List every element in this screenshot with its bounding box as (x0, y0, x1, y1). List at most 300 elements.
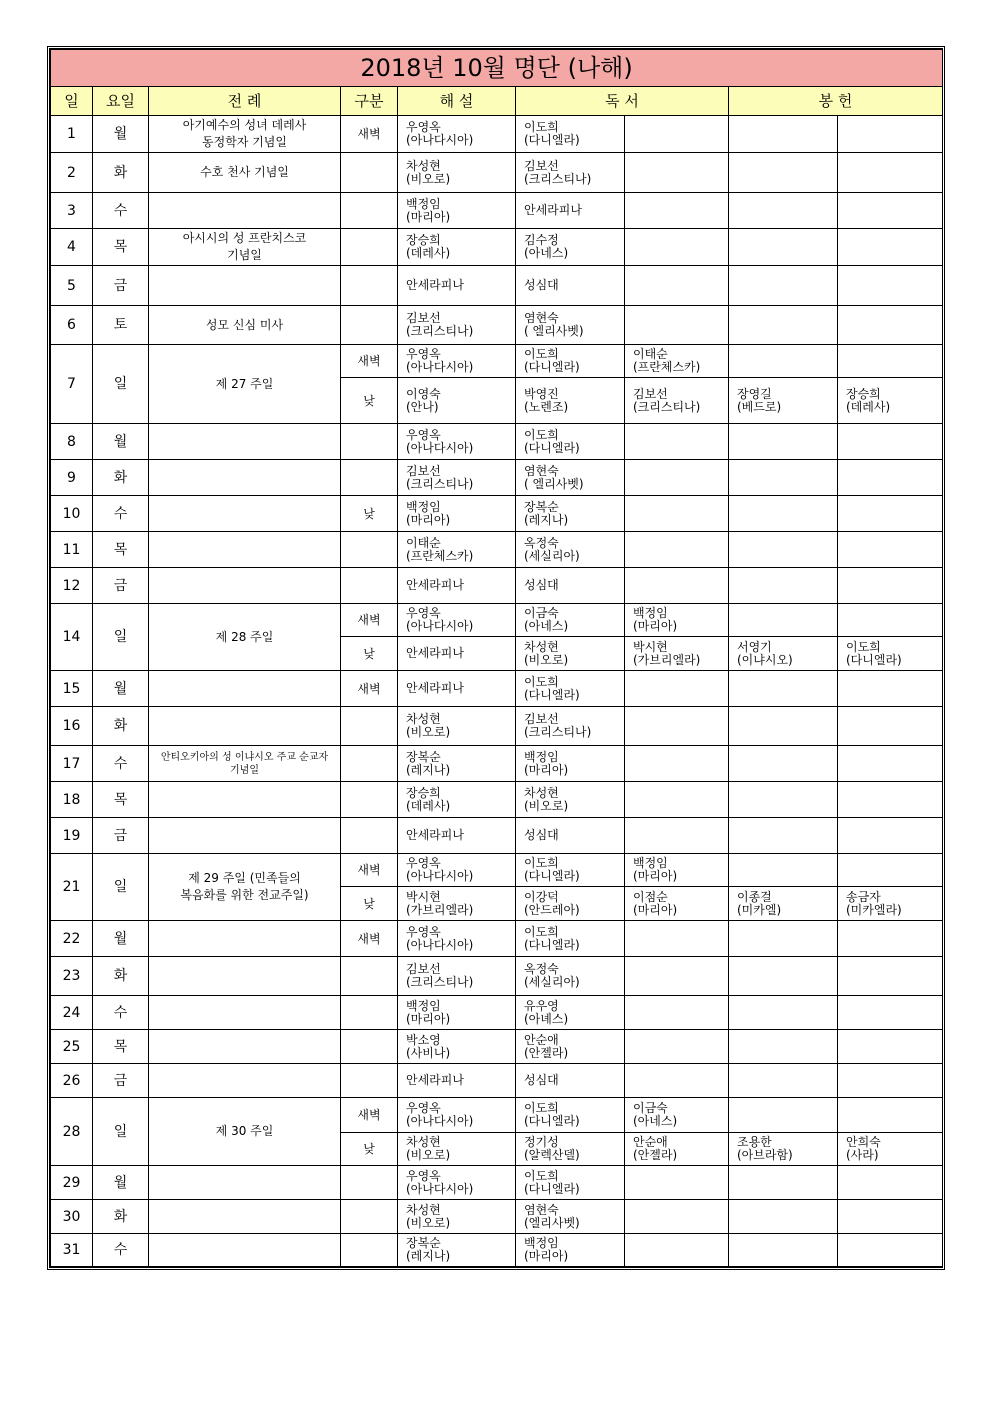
reading-cell-1 (516, 996, 625, 1030)
weekday-cell (93, 306, 149, 345)
header-liturgy: 전 례 (149, 87, 341, 116)
cell-text: 성심대 (524, 578, 559, 592)
cell-text: (아네스) (524, 246, 569, 260)
weekday-cell (93, 1098, 149, 1166)
cell-text: 이강덕 (524, 889, 559, 904)
weekday-label: 화 (113, 469, 128, 486)
cell-text: 우영옥 (406, 606, 441, 620)
offering-cell-2 (838, 116, 943, 153)
reading-cell-2 (625, 1098, 729, 1133)
cell-text: 아시시의 성 프란치스코 (182, 231, 307, 245)
weekday-label: 일 (113, 879, 128, 895)
category-label: 새벽 (357, 1108, 381, 1122)
cell-text: (아나다시아) (406, 440, 474, 455)
cell-text: 기념일 (230, 764, 259, 776)
day-number: 5 (67, 277, 76, 294)
cell-text: 차성현 (524, 639, 559, 654)
cell-text: (다니엘라) (524, 937, 580, 952)
day-cell (51, 707, 93, 746)
table-row (51, 345, 943, 378)
category-cell (341, 1200, 398, 1234)
reading-cell-2 (625, 1030, 729, 1064)
offering-cell-1 (729, 229, 838, 266)
commentary-cell (398, 1030, 516, 1064)
table-row (51, 153, 943, 193)
commentary-cell (398, 378, 516, 424)
offering-cell-2 (838, 532, 943, 568)
cell-text: 우영옥 (406, 856, 441, 870)
commentary-cell (398, 116, 516, 153)
offering-cell-2 (838, 957, 943, 996)
liturgy-cell (149, 921, 341, 957)
day-cell (51, 604, 93, 671)
reading-cell-1 (516, 707, 625, 746)
cell-text: 우영옥 (406, 924, 441, 939)
category-cell (341, 887, 398, 921)
category-label: 낮 (363, 393, 375, 408)
offering-cell-1 (729, 460, 838, 496)
day-number: 12 (62, 577, 81, 594)
liturgy-cell (149, 306, 341, 345)
category-cell (341, 818, 398, 854)
offering-cell-1 (729, 153, 838, 193)
offering-cell-1 (729, 746, 838, 782)
cell-text: 제 30 주일 (215, 1124, 274, 1138)
commentary-cell (398, 782, 516, 818)
liturgy-cell (149, 460, 341, 496)
reading-cell-1 (516, 532, 625, 568)
cell-text: 옥정숙 (524, 962, 559, 976)
category-cell (341, 996, 398, 1030)
commentary-cell (398, 306, 516, 345)
liturgy-cell (149, 854, 341, 921)
cell-text: 이영숙 (406, 386, 441, 401)
table-row (51, 818, 943, 854)
reading-cell-2 (625, 193, 729, 229)
day-cell (51, 921, 93, 957)
cell-text: (가브리엘라) (633, 652, 701, 667)
cell-text: 장복순 (406, 1236, 441, 1250)
table-row (51, 604, 943, 637)
header-category: 구분 (341, 87, 398, 116)
category-cell (341, 306, 398, 345)
cell-text: 박시현 (633, 639, 668, 654)
table-row (51, 424, 943, 460)
cell-text: (크리스티나) (406, 975, 474, 989)
reading-cell-2 (625, 378, 729, 424)
category-cell (341, 1166, 398, 1200)
cell-text: (레지나) (406, 762, 451, 777)
commentary-cell (398, 568, 516, 604)
roster-sheet (47, 46, 945, 1270)
offering-cell-2 (838, 229, 943, 266)
cell-text: (가브리엘라) (406, 902, 474, 917)
offering-cell-1 (729, 637, 838, 671)
cell-text: 김보선 (406, 463, 441, 478)
liturgy-cell (149, 193, 341, 229)
day-cell (51, 1098, 93, 1166)
weekday-label: 목 (113, 239, 128, 255)
weekday-cell (93, 1200, 149, 1234)
reading-cell-2 (625, 1234, 729, 1267)
cell-text: 아기예수의 성녀 데레사 (182, 118, 307, 132)
commentary-cell (398, 266, 516, 306)
cell-text: (다니엘라) (524, 1181, 580, 1196)
reading-cell-2 (625, 957, 729, 996)
category-label: 낮 (363, 896, 375, 911)
cell-text: (안나) (406, 399, 439, 414)
day-cell (51, 1200, 93, 1234)
reading-cell-2 (625, 229, 729, 266)
weekday-label: 화 (113, 1208, 128, 1225)
category-label: 새벽 (357, 613, 381, 627)
offering-cell-2 (838, 782, 943, 818)
cell-text: 이도희 (524, 856, 559, 870)
liturgy-cell (149, 957, 341, 996)
day-cell (51, 957, 93, 996)
day-cell (51, 782, 93, 818)
liturgy-cell (149, 1030, 341, 1064)
cell-text: 동정학자 기념일 (202, 135, 287, 149)
cell-text: (사라) (846, 1148, 879, 1162)
weekday-label: 월 (113, 1174, 128, 1191)
table-row (51, 1030, 943, 1064)
header-offering: 봉 헌 (729, 87, 943, 116)
reading-cell-1 (516, 193, 625, 229)
day-number: 15 (62, 680, 81, 697)
reading-cell-1 (516, 1098, 625, 1133)
cell-text: 우영옥 (406, 1168, 441, 1183)
weekday-label: 금 (113, 577, 128, 594)
weekday-label: 수 (113, 202, 128, 219)
day-number: 9 (67, 469, 76, 486)
reading-cell-1 (516, 266, 625, 306)
table-row (51, 996, 943, 1030)
weekday-label: 화 (113, 968, 128, 984)
day-cell (51, 854, 93, 921)
cell-text: (미카엘라) (846, 902, 902, 917)
category-cell (341, 193, 398, 229)
commentary-cell (398, 1200, 516, 1234)
category-cell (341, 116, 398, 153)
commentary-cell (398, 746, 516, 782)
day-cell (51, 818, 93, 854)
offering-cell-2 (838, 1166, 943, 1200)
reading-cell-1 (516, 460, 625, 496)
cell-text: (엘리사벳) (524, 1215, 580, 1230)
day-cell (51, 496, 93, 532)
cell-text: (아네스) (633, 1114, 678, 1128)
cell-text: (다니엘라) (524, 360, 580, 374)
day-cell (51, 424, 93, 460)
cell-text: 안세라피나 (406, 278, 464, 292)
cell-text: 김보선 (524, 158, 559, 173)
liturgy-cell (149, 1098, 341, 1166)
table-row (51, 1166, 943, 1200)
weekday-cell (93, 153, 149, 193)
weekday-cell (93, 345, 149, 424)
cell-text: (아나다시아) (406, 869, 474, 883)
commentary-cell (398, 345, 516, 378)
cell-text: (아브라함) (737, 1148, 793, 1162)
offering-cell-2 (838, 996, 943, 1030)
weekday-label: 월 (113, 930, 128, 947)
reading-cell-1 (516, 637, 625, 671)
day-number: 29 (62, 1174, 81, 1191)
cell-text: 제 27 주일 (215, 376, 274, 391)
reading-cell-2 (625, 345, 729, 378)
table-row (51, 496, 943, 532)
day-number: 31 (62, 1242, 81, 1258)
cell-text: 장승희 (846, 386, 881, 401)
cell-text: 장영길 (737, 386, 772, 401)
reading-cell-1 (516, 1030, 625, 1064)
weekday-cell (93, 957, 149, 996)
cell-text: (안젤라) (633, 1148, 678, 1162)
cell-text: (노렌조) (524, 399, 569, 414)
cell-text: (데레사) (406, 246, 451, 260)
reading-cell-1 (516, 345, 625, 378)
reading-cell-1 (516, 671, 625, 707)
offering-cell-2 (838, 496, 943, 532)
weekday-cell (93, 460, 149, 496)
cell-text: 백정임 (633, 856, 668, 870)
day-cell (51, 345, 93, 424)
day-number: 26 (62, 1072, 81, 1089)
table-row (51, 532, 943, 568)
day-number: 4 (67, 239, 76, 255)
day-cell (51, 116, 93, 153)
cell-text: (다니엘라) (524, 687, 580, 702)
day-number: 6 (67, 317, 76, 333)
reading-cell-2 (625, 424, 729, 460)
day-number: 16 (62, 718, 81, 734)
category-label: 새벽 (357, 681, 381, 696)
weekday-cell (93, 921, 149, 957)
cell-text: 백정임 (524, 749, 559, 764)
cell-text: 염현숙 (524, 311, 559, 325)
cell-text: 우영옥 (406, 120, 441, 134)
table-row (51, 707, 943, 746)
cell-text: 박영진 (524, 386, 559, 401)
cell-text: 옥정숙 (524, 535, 559, 550)
category-cell (341, 604, 398, 637)
offering-cell-1 (729, 1234, 838, 1267)
header-weekday: 요일 (93, 87, 149, 116)
table-row (51, 306, 943, 345)
cell-text: 염현숙 (524, 1202, 559, 1217)
offering-cell-2 (838, 1098, 943, 1133)
cell-text: (아나다시아) (406, 1114, 474, 1128)
liturgy-cell (149, 1234, 341, 1267)
cell-text: ( 엘리사벳) (524, 324, 584, 338)
weekday-label: 수 (113, 505, 128, 522)
cell-text: 유우영 (524, 998, 559, 1013)
liturgy-cell (149, 345, 341, 424)
cell-text: 안세라피나 (406, 828, 464, 842)
cell-text: 제 28 주일 (215, 629, 274, 644)
cell-text: (프란체스카) (406, 548, 474, 563)
commentary-cell (398, 193, 516, 229)
weekday-label: 수 (113, 1004, 128, 1021)
cell-text: (마리아) (524, 1249, 569, 1263)
cell-text: (크리스티나) (633, 399, 701, 414)
cell-text: 이도희 (524, 924, 559, 939)
category-cell (341, 746, 398, 782)
cell-text: 박시현 (406, 889, 441, 904)
page-title: 2018년 10월 명단 (나해) (51, 50, 943, 87)
weekday-cell (93, 1166, 149, 1200)
commentary-cell (398, 637, 516, 671)
cell-text: 이도희 (524, 120, 559, 134)
commentary-cell (398, 424, 516, 460)
offering-cell-2 (838, 921, 943, 957)
offering-cell-1 (729, 921, 838, 957)
reading-cell-2 (625, 460, 729, 496)
cell-text: 이도희 (524, 674, 559, 689)
table-row (51, 266, 943, 306)
cell-text: (세실리아) (524, 975, 580, 989)
cell-text: 차성현 (406, 1135, 441, 1149)
category-cell (341, 229, 398, 266)
day-cell (51, 266, 93, 306)
cell-text: (레지나) (524, 512, 569, 527)
category-cell (341, 532, 398, 568)
cell-text: (마리아) (406, 512, 451, 527)
day-number: 17 (62, 755, 81, 772)
category-cell (341, 378, 398, 424)
liturgy-cell (149, 707, 341, 746)
reading-cell-1 (516, 568, 625, 604)
day-number: 8 (67, 433, 76, 450)
reading-cell-1 (516, 424, 625, 460)
reading-cell-2 (625, 306, 729, 345)
liturgy-cell (149, 568, 341, 604)
offering-cell-2 (838, 854, 943, 887)
cell-text: ( 엘리사벳) (524, 476, 584, 491)
offering-cell-2 (838, 568, 943, 604)
table-row (51, 782, 943, 818)
liturgy-cell (149, 424, 341, 460)
table-row (51, 671, 943, 707)
roster-table (50, 49, 943, 1267)
cell-text: (이냐시오) (737, 652, 793, 667)
cell-text: (데레사) (406, 798, 451, 813)
cell-text: 안세라피나 (406, 646, 464, 660)
offering-cell-1 (729, 532, 838, 568)
cell-text: 차성현 (406, 712, 441, 726)
day-cell (51, 1166, 93, 1200)
cell-text: (다니엘라) (524, 440, 580, 455)
offering-cell-2 (838, 671, 943, 707)
day-number: 1 (67, 126, 76, 142)
cell-text: 안순애 (633, 1135, 668, 1149)
cell-text: (다니엘라) (846, 652, 902, 667)
day-cell (51, 460, 93, 496)
category-cell (341, 1133, 398, 1166)
reading-cell-1 (516, 1234, 625, 1267)
category-label: 새벽 (357, 863, 381, 877)
weekday-cell (93, 782, 149, 818)
reading-cell-1 (516, 1166, 625, 1200)
day-number: 7 (67, 376, 76, 392)
reading-cell-1 (516, 604, 625, 637)
commentary-cell (398, 1234, 516, 1267)
reading-cell-2 (625, 153, 729, 193)
cell-text: (다니엘라) (524, 869, 580, 883)
category-label: 새벽 (357, 127, 381, 141)
cell-text: 이태순 (633, 347, 668, 361)
offering-cell-1 (729, 854, 838, 887)
offering-cell-1 (729, 266, 838, 306)
header-reading: 독 서 (516, 87, 729, 116)
day-number: 3 (67, 202, 76, 219)
table-row (51, 568, 943, 604)
offering-cell-2 (838, 345, 943, 378)
roster-body (51, 116, 943, 1267)
day-number: 11 (62, 541, 81, 558)
day-cell (51, 996, 93, 1030)
weekday-label: 일 (113, 629, 128, 645)
category-label: 새벽 (357, 931, 381, 946)
weekday-cell (93, 671, 149, 707)
cell-text: 장승희 (406, 233, 441, 247)
cell-text: 백정임 (406, 196, 441, 211)
cell-text: 안티오키아의 성 이냐시오 주교 순교자 (160, 751, 329, 763)
weekday-cell (93, 996, 149, 1030)
cell-text: 이도희 (524, 1168, 559, 1183)
commentary-cell (398, 818, 516, 854)
category-cell (341, 1234, 398, 1267)
cell-text: 이도희 (524, 347, 559, 361)
header-commentary: 해 설 (398, 87, 516, 116)
offering-cell-1 (729, 1166, 838, 1200)
reading-cell-1 (516, 116, 625, 153)
category-cell (341, 707, 398, 746)
day-cell (51, 1030, 93, 1064)
category-cell (341, 921, 398, 957)
cell-text: (비오로) (524, 652, 569, 667)
cell-text: 서영기 (737, 639, 772, 654)
cell-text: 우영옥 (406, 427, 441, 442)
cell-text: 이도희 (524, 1101, 559, 1115)
offering-cell-2 (838, 1133, 943, 1166)
reading-cell-2 (625, 637, 729, 671)
day-cell (51, 229, 93, 266)
cell-text: 김보선 (406, 962, 441, 976)
category-cell (341, 854, 398, 887)
offering-cell-1 (729, 345, 838, 378)
reading-cell-1 (516, 782, 625, 818)
category-cell (341, 957, 398, 996)
cell-text: 안세라피나 (524, 203, 582, 217)
cell-text: 송금자 (846, 889, 881, 904)
weekday-cell (93, 568, 149, 604)
cell-text: 성모 신심 미사 (205, 317, 284, 332)
weekday-label: 금 (113, 1072, 128, 1089)
cell-text: (아나다시아) (406, 360, 474, 374)
liturgy-cell (149, 532, 341, 568)
liturgy-cell (149, 116, 341, 153)
cell-text: (마리아) (524, 762, 569, 777)
offering-cell-1 (729, 1030, 838, 1064)
day-cell (51, 193, 93, 229)
cell-text: (안드레아) (524, 902, 580, 917)
liturgy-cell (149, 266, 341, 306)
cell-text: (프란체스카) (633, 360, 701, 374)
commentary-cell (398, 1133, 516, 1166)
cell-text: 차성현 (406, 158, 441, 173)
